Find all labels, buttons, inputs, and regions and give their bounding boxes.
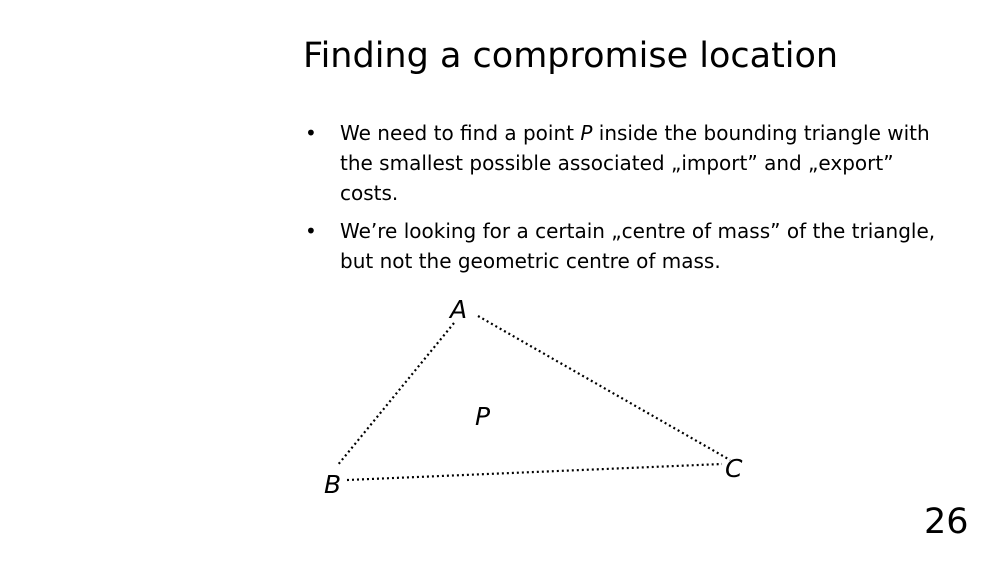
- bullet-text-segment: inside the bounding triangle with the smallest possible associated „import” and „export” costs.: [340, 121, 937, 205]
- edge-a-b: [337, 323, 454, 466]
- bullet-text-segment: We’re looking for a certain „centre of mass” of the triangle, but not the geometric centre of mass.: [340, 219, 942, 273]
- vertex-label-a: A: [450, 295, 468, 324]
- point-label-p: P: [475, 402, 491, 431]
- vertex-label-b: B: [324, 470, 342, 499]
- edge-b-c: [347, 464, 722, 480]
- bullet-marker: •: [305, 121, 317, 145]
- bullet-text-segment: We need to find a point: [340, 121, 581, 145]
- bullet-text-segment-point-p: P: [580, 121, 593, 145]
- bullet-marker: •: [305, 219, 317, 243]
- page-number: 26: [924, 502, 969, 542]
- slide-title: Finding a compromise location: [303, 36, 839, 76]
- edge-a-c: [478, 316, 730, 460]
- vertex-label-c: C: [725, 454, 743, 483]
